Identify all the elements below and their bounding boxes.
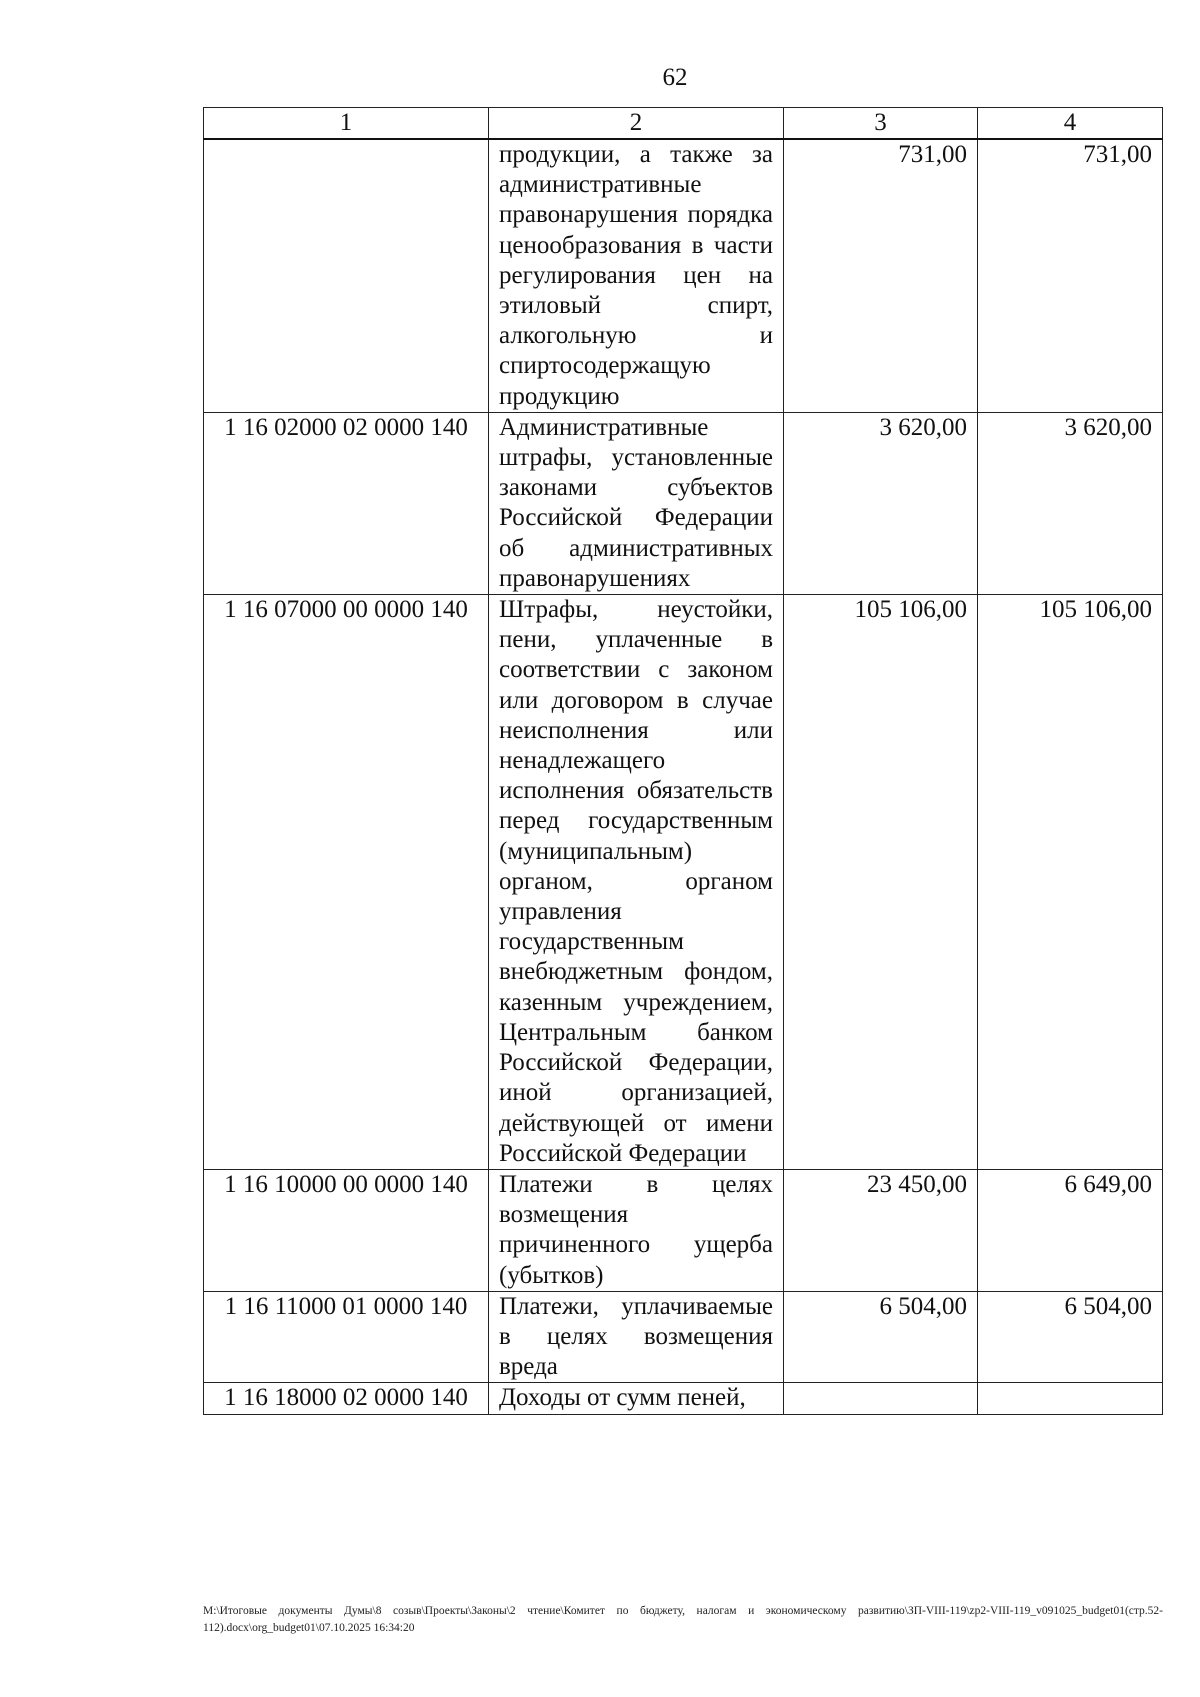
footer-file-path: M:\Итоговые документы Думы\8 созыв\Проекты\Законы\2 чтение\Комитет по бюджету, налогам и экономическому развитию\ЗП-VIII-119\zp2-VIII-119_v091025_budget01(стр.52-112).docx\org_budget01\07.10.2025 16:34:20 bbox=[203, 1605, 1163, 1634]
row-amount-col4: 105 106,00 bbox=[978, 595, 1163, 1170]
row-amount-col4: 3 620,00 bbox=[978, 412, 1163, 594]
row-amount-col4: 731,00 bbox=[978, 139, 1163, 412]
header-col-3: 3 bbox=[784, 108, 978, 140]
row-description: продукции, а также за административные правонарушения порядка ценообразования в части регулирования цен на этиловый спирт, алкогольную и спиртосодержащую продукцию bbox=[489, 139, 784, 412]
header-col-4: 4 bbox=[978, 108, 1163, 140]
row-code: 1 16 02000 02 0000 140 bbox=[204, 412, 489, 594]
row-amount-col3 bbox=[784, 1383, 978, 1414]
header-col-1: 1 bbox=[204, 108, 489, 140]
header-col-2: 2 bbox=[489, 108, 784, 140]
row-description: Платежи, уплачиваемые в целях возмещения вреда bbox=[489, 1291, 784, 1383]
row-amount-col4 bbox=[978, 1383, 1163, 1414]
row-description: Штрафы, неустойки, пени, уплаченные в соответствии с законом или договором в случае неисполнения или ненадлежащего исполнения обязательств перед государственным (муниципальным) органом, органом управления государственным внебюджетным фондом, казенным учреждением, Центральным банком Российской Федерации, иной организацией, действующей от имени Российской Федерации bbox=[489, 595, 784, 1170]
table-row bbox=[204, 1291, 1163, 1383]
row-amount-col3: 731,00 bbox=[784, 139, 978, 412]
row-code: 1 16 18000 02 0000 140 bbox=[204, 1383, 489, 1414]
budget-table bbox=[203, 107, 1163, 1415]
row-code: 1 16 10000 00 0000 140 bbox=[204, 1169, 489, 1291]
row-description: Административные штрафы, установленные законами субъектов Российской Федерации об административных правонарушениях bbox=[489, 412, 784, 594]
row-amount-col3: 105 106,00 bbox=[784, 595, 978, 1170]
row-amount-col3: 3 620,00 bbox=[784, 412, 978, 594]
table-row bbox=[204, 1383, 1163, 1414]
row-code: 1 16 07000 00 0000 140 bbox=[204, 595, 489, 1170]
row-amount-col3: 6 504,00 bbox=[784, 1291, 978, 1383]
row-code bbox=[204, 139, 489, 412]
row-amount-col4: 6 504,00 bbox=[978, 1291, 1163, 1383]
row-description: Доходы от сумм пеней, bbox=[489, 1383, 784, 1414]
table-row bbox=[204, 595, 1163, 1170]
table-header-row bbox=[204, 108, 1163, 140]
page-number: 62 bbox=[662, 64, 688, 91]
row-description: Платежи в целях возмещения причиненного ущерба (убытков) bbox=[489, 1169, 784, 1291]
row-code: 1 16 11000 01 0000 140 bbox=[204, 1291, 489, 1383]
table-row bbox=[204, 139, 1163, 412]
row-amount-col4: 6 649,00 bbox=[978, 1169, 1163, 1291]
table-row bbox=[204, 1169, 1163, 1291]
table-row bbox=[204, 412, 1163, 594]
row-amount-col3: 23 450,00 bbox=[784, 1169, 978, 1291]
